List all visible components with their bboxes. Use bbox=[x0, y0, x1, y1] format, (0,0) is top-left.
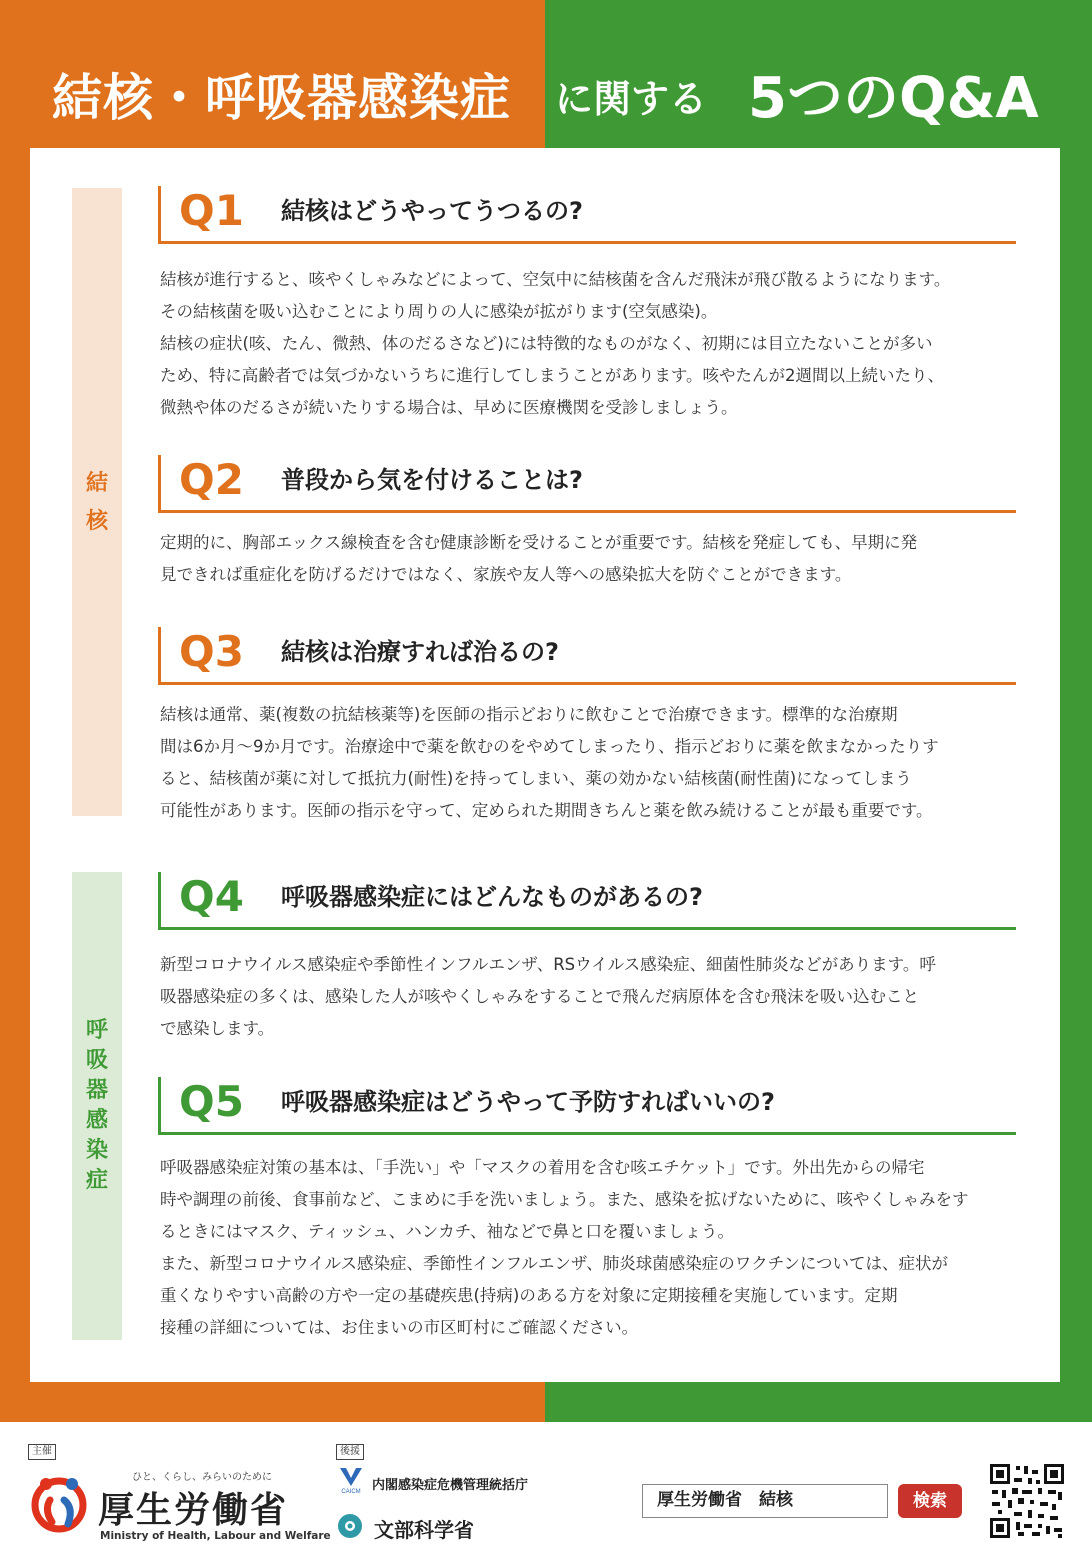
q3-question: 結核は治療すれば治るの? bbox=[281, 638, 559, 666]
tuberculosis-section-label: 結 核 bbox=[85, 471, 108, 534]
respiratory-section-label: 呼 吸 器 感 染 症 bbox=[85, 1018, 108, 1193]
q1-answer: 結核が進行すると、咳やくしゃみなどによって、空気中に結核菌を含んだ飛沫が飛び散るようになります。 その結核菌を吸い込むことにより周りの人に感染が拡がります(空気感染)。 結核の症状(咳、たん、微熱、体のだるさなど)には特徴的なものがなく、初期には目立たないことが多い ため、特に高齢者では気づかないうちに進行してしまうことがあります。咳やたんが2週間以上続いたり、 微熱や体のだるさが続いたりする場合は、早めに医療機関を受診しましょう。 bbox=[160, 270, 951, 417]
search-button[interactable]: 検索 bbox=[898, 1484, 962, 1518]
q1-question: 結核はどうやってうつるの? bbox=[281, 197, 583, 225]
q3-heading bbox=[158, 627, 1016, 685]
organizer-tag: 主催 bbox=[28, 1444, 56, 1460]
mext-name: 文部科学省 bbox=[374, 1518, 474, 1542]
mext-logo-icon bbox=[336, 1512, 364, 1540]
svg-text:CAICM: CAICM bbox=[341, 1489, 361, 1494]
q1-number: Q1 bbox=[179, 186, 244, 235]
q4-question: 呼吸器感染症にはどんなものがあるの? bbox=[281, 883, 703, 911]
title-qa: 5つのQ&A bbox=[748, 66, 1039, 131]
mhlw-english-name: Ministry of Health, Labour and Welfare bbox=[100, 1530, 331, 1542]
q4-heading bbox=[158, 872, 1016, 930]
mhlw-logo-icon bbox=[28, 1474, 90, 1536]
footer bbox=[0, 1422, 1092, 1565]
q1-heading bbox=[158, 186, 1016, 244]
q5-question: 呼吸器感染症はどうやって予防すればいいの? bbox=[281, 1088, 775, 1116]
caicm-logo-icon bbox=[336, 1464, 366, 1494]
support-tag: 後援 bbox=[336, 1444, 364, 1460]
search-input[interactable]: 厚生労働省 結核 bbox=[642, 1484, 888, 1518]
q3-answer: 結核は通常、薬(複数の抗結核薬等)を医師の指示どおりに飲むことで治療できます。標準的な治療期 間は6か月〜9か月です。治療途中で薬を飲むのをやめてしまったり、指示どおりに薬を飲まなかったりす ると、結核菌が薬に対して抵抗力(耐性)を持ってしまい、薬の効かない結核菌(耐性菌)になってしまう 可能性があります。医師の指示を守って、定められた期間きちんと薬を飲み続けることが最も重要です。 bbox=[160, 705, 939, 820]
q5-answer: 呼吸器感染症対策の基本は、「手洗い」や「マスクの着用を含む咳エチケット」です。外出先からの帰宅 時や調理の前後、食事前など、こまめに手を洗いましょう。また、感染を拡げないために、咳やくしゃみをす るときにはマスク、ティッシュ、ハンカチ、袖などで鼻と口を覆いましょう。 また、新型コロナウイルス感染症、季節性インフルエンザ、肺炎球菌感染症のワクチンについては、症状が 重くなりやすい高齢の方や一定の基礎疾患(持病)のある方を対象に定期接種を実施しています。定期 接種の詳細については、お住まいの市区町村にご確認ください。 bbox=[160, 1158, 969, 1337]
mhlw-name: 厚生労働省 bbox=[98, 1490, 289, 1531]
q2-question: 普段から気を付けることは? bbox=[281, 466, 583, 494]
caicm-name: 内閣感染症危機管理統括庁 bbox=[372, 1478, 529, 1493]
title-connector: に関する bbox=[555, 77, 708, 121]
q4-number: Q4 bbox=[179, 872, 244, 921]
qr-code-icon[interactable] bbox=[988, 1462, 1066, 1540]
q4-answer: 新型コロナウイルス感染症や季節性インフルエンザ、RSウイルス感染症、細菌性肺炎などがあります。呼 吸器感染症の多くは、感染した人が咳やくしゃみをすることで飛んだ病原体を含む飛沫を吸い込むこと で感染します。 bbox=[160, 955, 936, 1038]
q2-answer: 定期的に、胸部エックス線検査を含む健康診断を受けることが重要です。結核を発症しても、早期に発 見できれば重症化を防げるだけではなく、家族や友人等への感染拡大を防ぐことができます。 bbox=[160, 533, 918, 584]
title-main: 結核・呼吸器感染症 bbox=[52, 69, 511, 127]
q5-heading bbox=[158, 1077, 1016, 1135]
q2-number: Q2 bbox=[179, 455, 244, 504]
page-title bbox=[0, 50, 1092, 130]
q2-heading bbox=[158, 455, 1016, 513]
mhlw-tagline: ひと、くらし、みらいのために bbox=[132, 1472, 272, 1483]
q3-number: Q3 bbox=[179, 627, 244, 676]
q5-number: Q5 bbox=[179, 1077, 244, 1126]
